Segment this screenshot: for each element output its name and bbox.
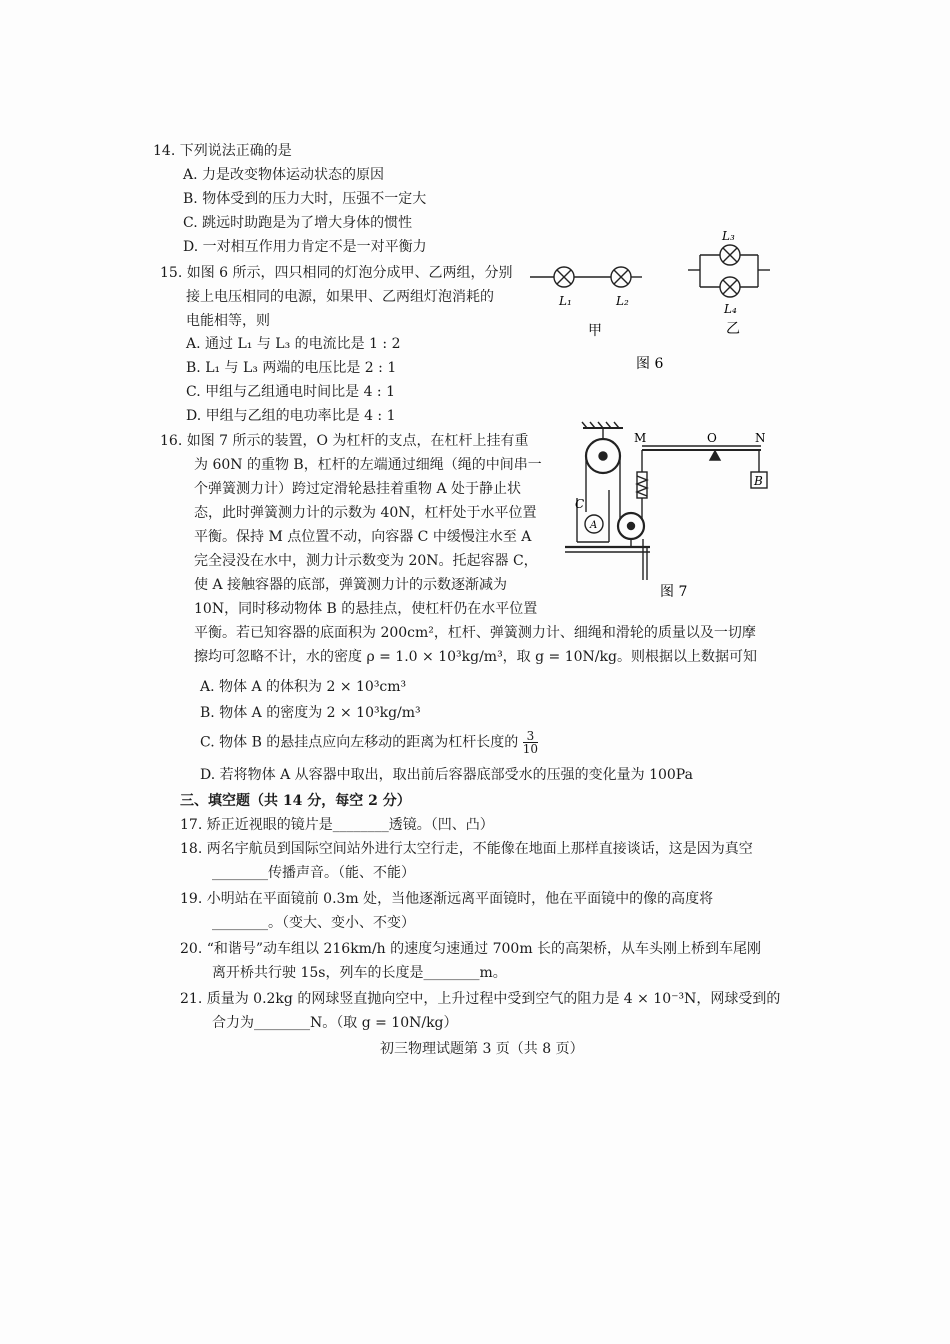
section-3-heading: 三、填空题（共 14 分，每空 2 分） xyxy=(180,793,411,809)
q16-option-c xyxy=(200,730,538,755)
lamp-label-l1: L₁ xyxy=(559,294,572,308)
label-b: B xyxy=(754,474,763,488)
q16-stem-line-6: 完全浸没在水中，测力计示数变为 20N。托起容器 C， xyxy=(194,553,538,569)
label-n: N xyxy=(755,431,766,445)
q15-option-d: D. 甲组与乙组的电功率比是 4 : 1 xyxy=(186,408,396,424)
q14-option-a: A. 力是改变物体运动状态的原因 xyxy=(183,167,385,183)
q14-option-c: C. 跳远时助跑是为了增大身体的惯性 xyxy=(183,215,413,231)
q16-option-d: D. 若将物体 A 从容器中取出，取出前后容器底部受水的压强的变化量为 100Pa xyxy=(200,767,693,783)
fraction-three-tenths xyxy=(523,730,538,755)
q16-option-a: A. 物体 A 的体积为 2 × 10³cm³ xyxy=(200,679,407,695)
q14-option-b: B. 物体受到的压力大时，压强不一定大 xyxy=(183,191,427,207)
q16-stem-line-3: 个弹簧测力计）跨过定滑轮悬挂着重物 A 处于静止状 xyxy=(194,481,522,497)
q16-stem-line-7: 使 A 接触容器的底部，弹簧测力计的示数逐渐减为 xyxy=(194,577,508,593)
q18-line-1: 18. 两名宇航员到国际空间站外进行太空行走，不能像在地面上那样直接谈话，这是因为真空 xyxy=(180,841,753,857)
q16-stem-line-5: 平衡。保持 M 点位置不动，向容器 C 中缓慢注水至 A xyxy=(194,529,532,545)
q16-stem-line-9: 平衡。若已知容器的底面积为 200cm²，杠杆、弹簧测力计、细绳和滑轮的质量以及一切摩 xyxy=(194,625,756,641)
q15-stem-line-3: 电能相等，则 xyxy=(186,313,270,329)
page-footer: 初三物理试题第 3 页（共 8 页） xyxy=(380,1041,584,1057)
q20-line-2: 离开桥共行驶 15s，列车的长度是________m。 xyxy=(212,965,507,981)
q16-option-c-text: C. 物体 B 的悬挂点应向左移动的距离为杠杆长度的 xyxy=(200,734,519,751)
figure-7-lever-apparatus xyxy=(565,420,805,600)
q16-option-b: B. 物体 A 的密度为 2 × 10³kg/m³ xyxy=(200,705,421,721)
q21-line-1: 21. 质量为 0.2kg 的网球竖直抛向空中，上升过程中受到空气的阻力是 4 × 10⁻³N，网球受到的 xyxy=(180,991,781,1007)
lamp-label-l3: L₃ xyxy=(722,229,735,243)
q16-stem-line-10: 擦均可忽略不计，水的密度 ρ = 1.0 × 10³kg/m³，取 g = 10N/kg。则根据以上数据可知 xyxy=(194,649,757,665)
q16-stem-line-2: 为 60N 的重物 B，杠杆的左端通过细绳（绳的中间串一 xyxy=(194,457,542,473)
q21-line-2: 合力为________N。（取 g = 10N/kg） xyxy=(212,1015,458,1031)
q15-stem-line-2: 接上电压相同的电源，如果甲、乙两组灯泡消耗的 xyxy=(186,289,494,305)
q19-line-1: 19. 小明站在平面镜前 0.3m 处，当他逐渐远离平面镜时，他在平面镜中的像的高度将 xyxy=(180,891,714,907)
label-c: C xyxy=(575,497,585,511)
q20-line-1: 20. “和谐号”动车组以 216km/h 的速度匀速通过 700m 长的高架桥，从车头刚上桥到车尾刚 xyxy=(180,941,762,957)
label-o: O xyxy=(707,431,717,445)
q16-stem-line-1: 16. 如图 7 所示的装置，O 为杠杆的支点，在杠杆上挂有重 xyxy=(160,433,529,449)
q14-option-d: D. 一对相互作用力肯定不是一对平衡力 xyxy=(183,239,427,255)
q14-stem: 14. 下列说法正确的是 xyxy=(153,143,292,159)
fraction-numerator: 3 xyxy=(523,730,538,743)
figure-6-circuits xyxy=(530,225,780,375)
figure-7-caption: 图 7 xyxy=(660,584,688,600)
q15-option-a: A. 通过 L₁ 与 L₃ 的电流比是 1 : 2 xyxy=(186,336,401,352)
circuit-group-a xyxy=(530,267,642,287)
figure-6-caption: 图 6 xyxy=(636,356,664,372)
label-m: M xyxy=(634,431,647,445)
label-a: A xyxy=(590,520,598,531)
group-b-label: 乙 xyxy=(726,321,740,337)
q16-stem-line-8: 10N，同时移动物体 B 的悬挂点，使杠杆仍在水平位置 xyxy=(194,601,538,617)
lamp-label-l4: L₄ xyxy=(724,302,737,316)
q15-option-b: B. L₁ 与 L₃ 两端的电压比是 2 : 1 xyxy=(186,360,397,376)
lamp-label-l2: L₂ xyxy=(616,294,629,308)
q19-line-2: ________。（变大、变小、不变） xyxy=(212,915,415,931)
q17-text: 17. 矫正近视眼的镜片是________透镜。（凹、凸） xyxy=(180,817,494,833)
circuit-group-b xyxy=(688,245,770,297)
q15-option-c: C. 甲组与乙组通电时间比是 4 : 1 xyxy=(186,384,395,400)
fraction-denominator: 10 xyxy=(522,742,539,756)
q18-line-2: ________传播声音。（能、不能） xyxy=(212,865,415,881)
q15-stem-line-1: 15. 如图 6 所示，四只相同的灯泡分成甲、乙两组，分别 xyxy=(160,265,513,281)
group-a-label: 甲 xyxy=(588,323,602,339)
q16-stem-line-4: 态，此时弹簧测力计的示数为 40N，杠杆处于水平位置 xyxy=(194,505,537,521)
